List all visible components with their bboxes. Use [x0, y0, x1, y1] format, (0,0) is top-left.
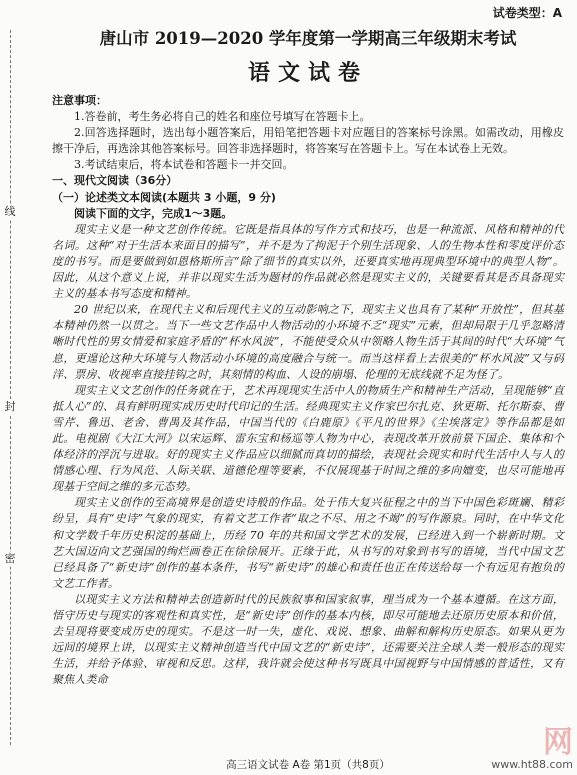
- notice-item: 1.答卷前，考生务必将自己的姓名和座位号填写在答题卡上。: [74, 110, 371, 124]
- margin-mark-secret: 密: [4, 552, 16, 565]
- reading-instruction: 阅读下面的文字，完成1～3题。: [74, 206, 233, 220]
- section-title: 一、现代文阅读（36分）: [52, 174, 178, 188]
- watermark-logo: 网: [543, 725, 573, 760]
- exam-title: 唐山市 2019—2020 学年度第一学期高三年级期末考试: [99, 29, 517, 48]
- article-paragraph: 现实主义创作的至高境界是创造史诗般的作品。处于伟大复兴征程之中的当下中国色彩斑斓、精彩纷呈，具有“史诗”气象的现实，有着文艺工作者“取之不尽、用之不竭”的写作源泉。同时，在中华文化和文学数千年历史积淀的基础上，历经 70 年的共和国文学艺术的发展，已经进入到一个崭新时期。文艺大国迈向文艺强国的绚烂画卷正在徐徐展开。正缘于此，从书写的对象到书写的语境，当代中国文艺已经具备了“新史诗”创作的基本条件，书写“新史诗”的雄心和责任也正在传送给每一个有远见有抱负的文艺工作者。: [52, 496, 564, 590]
- page-footer: 高三语文试卷 A卷 第1页（共8页）: [226, 759, 390, 771]
- article-paragraph: 以现实主义方法和精神去创造新时代的民族叙事和国家叙事，理当成为一个基本遵循。在这方面，悟守历史与现实的客观性和真实性，是“新史诗”创作的基本内核，即尽可能地去还原历史原本和价值，去呈现将要变成历史的现实。不是这一时一失，虚化、戏说、想象、曲解和解构历史原态。如果从更为远间的境界上讲，以现实主义精神创造当代中国文艺的“新史诗”，还需要关注全球人类一般形态的现实生活，并给予体验、审视和反思。这样，我许就会使这种书写既具中国视野与中国情感的普适性，又有聚焦人类命: [52, 592, 564, 687]
- subsection-title: （一）论述类文本阅读(本题共 3 小题，9 分): [52, 190, 276, 204]
- margin-mark-line: 线: [4, 205, 16, 218]
- article-paragraph: 现实主义文艺创作的任务就在于，艺术再现现实生活中人的物质生产和精神生产活动，呈现能够“直抵人心”的、具有鲜明现实成历史时代印记的生活。经典现实主义作家巴尔扎克、狄更斯、托尔斯泰、曹雪芹、鲁迅、老舍、曹禺及其作品，中国当代的《白鹿原》《平凡的世界》《尘埃落定》等作品都是如此。电视剧《大江大河》以宋运辉、雷东宝和杨巡等人物为中心，表现改革开放前景下国企、集体和个体经济的浮沉与进取。好的现实主义作品应以细腻而真切的描绘，表现社会现实和时代生活中人与人的情感心理、行为风范、人际关联、道德伦理等要素，不仅展现基于时间之维的多向嬗变，也尽可能地再现基于空间之维的多元态势。: [52, 383, 564, 494]
- binding-margin-line: [10, 30, 11, 745]
- notice-item: 2.回答选择题时，选出每小题答案后，用铅笔把答题卡对应题目的答案标号涂黑。如需改动，用橡皮擦干净后，再选涂其他答案标号。回答非选择题时，将答案写在答题卡上。写在本试卷上无效。: [52, 126, 564, 156]
- article-paragraph: 现实主义是一种文艺创作传统。它既是指具体的写作方式和技巧，也是一种流派、风格和精神的代名词。这种“对于生活本来面目的描写”，并不是为了拘泥于个别生活现象、人的生物本性和零度评价态度的书写。而是要做到如恩格斯所言“除了细节的真实以外，还要真实地再现典型环境中的典型人物”。因此，从这个意义上说，并非以现实生活为题材的作品就必然是现实主义的，关键要看其是否具备现实主义的基本书写态度和精神。: [52, 222, 564, 301]
- paper-type-label: 试卷类型：A: [492, 6, 562, 20]
- notice-item: 3.考试结束后，将本试卷和答题卡一并交回。: [74, 158, 294, 172]
- article-paragraph: 20 世纪以来，在现代主义和后现代主义的互动影响之下，现实主义也具有了某种“开放性”，但其基本精神仍然一以贯之。当下一些文艺作品中人物活动的小环境不乏“现实”元素，但却局限于几乎忽略清晰时代性的男女情爱和家庭矛盾的“杯水风波”，不能使受众从中领略人物生活于其间的时代“大环境”气息，更遑论这种大环境与人物活动小环境的高度融合与统一。而当这样看上去很美的“杯水风波”又与码洋、票房、收视率直接挂钩之时，其刻情的构血、人设的崩塌、伦理的无底线就不足为怪了。: [52, 303, 564, 381]
- notice-title: 注意事项：: [52, 94, 107, 107]
- subject-title: 语文试卷: [247, 60, 368, 86]
- exam-content: [52, 93, 564, 688]
- watermark-url: www.ht88.com: [491, 758, 573, 771]
- margin-mark-seal: 封: [4, 400, 16, 413]
- exam-page: [52, 0, 564, 775]
- site-watermark: [491, 725, 573, 771]
